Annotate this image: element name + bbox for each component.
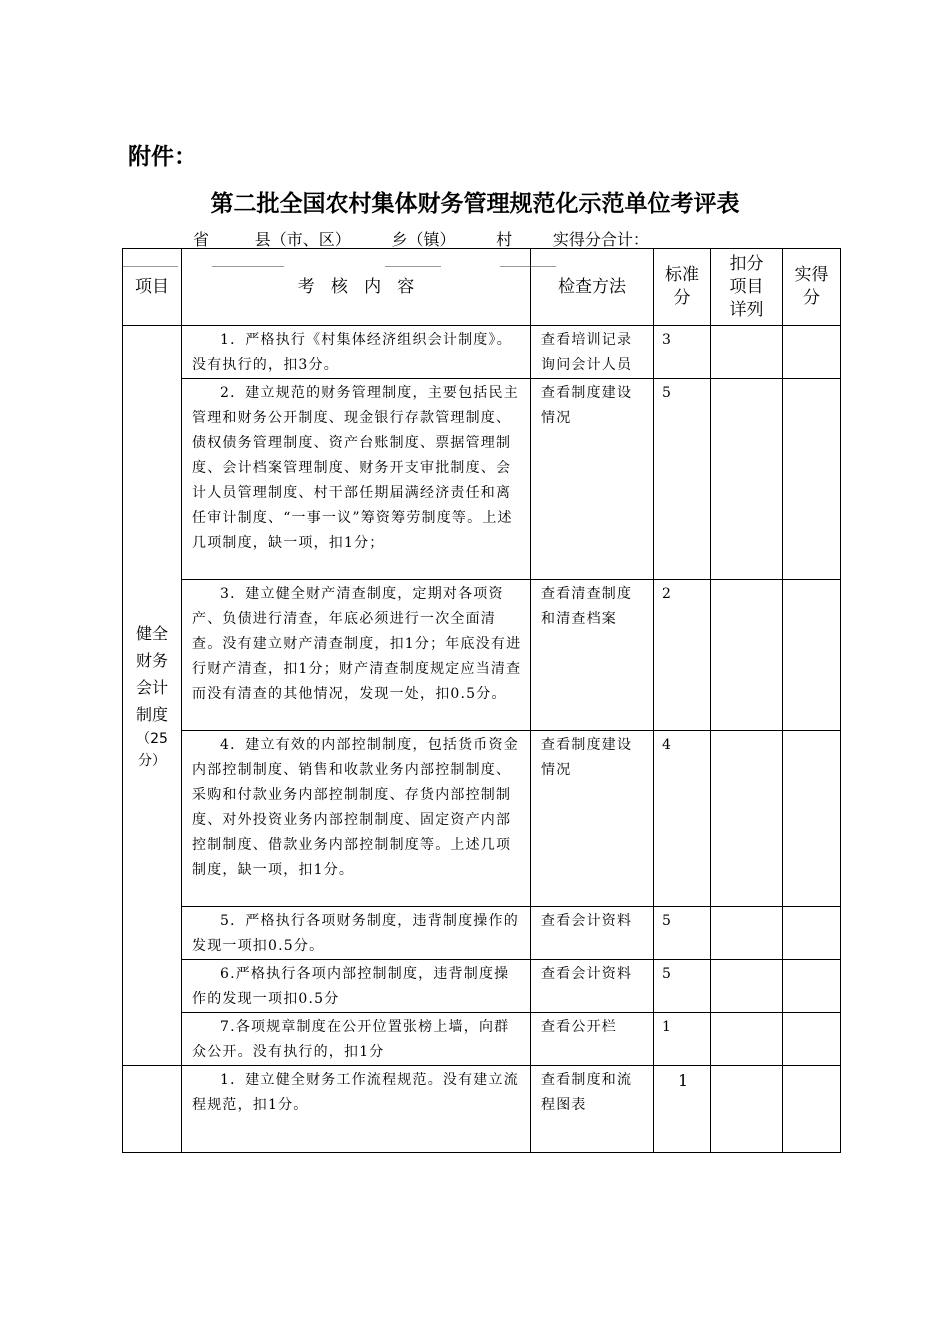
deduction-cell xyxy=(711,960,783,1013)
standard-score-cell: 4 xyxy=(654,731,711,907)
content-text: 3．建立健全财产清查制度，定期对各项资产、负债进行清查，年底必须进行一次全面清查。没有建立财产清查制度，扣1分；年底没有进行财产清查，扣1分；财产清查制度规定应当清查而没有清查的其他情况，发现一处，扣0.5分。 xyxy=(192,586,522,702)
deduction-cell xyxy=(711,326,783,379)
table-row xyxy=(123,907,841,960)
deduction-cell xyxy=(711,1066,783,1153)
standard-score-cell: 2 xyxy=(654,580,711,731)
table-row xyxy=(123,1013,841,1066)
header-standard-score-label: 标准分 xyxy=(665,265,699,308)
actual-score-cell xyxy=(783,907,841,960)
header-item: 项目 xyxy=(123,249,182,326)
table-row xyxy=(123,1066,841,1153)
content-cell xyxy=(182,1013,531,1066)
content-text: 2．建立规范的财务管理制度，主要包括民主管理和财务公开制度、现金银行存款管理制度、债权债务管理制度、资产台账制度、票据管理制度、会计档案管理制度、财务开支审批制度、会计人员管理制度、村干部任期届满经济责任和离任审计制度、“一事一议”筹资筹劳制度等。上述几项制度，缺一项，扣1分； xyxy=(192,385,519,551)
content-text: 1．严格执行《村集体经济组织会计制度》。没有执行的，扣3分。 xyxy=(192,332,512,373)
standard-score-cell: 1 xyxy=(654,1013,711,1066)
content-text: 4．建立有效的内部控制制度，包括货币资金内部控制制度、销售和收款业务内部控制制度、采购和付款业务内部控制制度、存货内部控制制度、对外投资业务内部控制制度、固定资产内部控制制度、借款业务内部控制制度等。上述几项制度，缺一项，扣1分。 xyxy=(192,737,519,878)
evaluation-table xyxy=(122,248,841,1153)
category-name: 健全财务会计制度 xyxy=(135,623,168,724)
location-score-line: 省 县（市、区） 乡（镇） 村 实得分合计： xyxy=(193,230,649,249)
table-row xyxy=(123,379,841,580)
content-cell xyxy=(182,379,531,580)
actual-score-cell xyxy=(783,1013,841,1066)
method-cell: 查看会计资料 xyxy=(531,960,654,1013)
standard-score-cell: 5 xyxy=(654,960,711,1013)
header-actual-score xyxy=(783,249,841,326)
method-cell: 查看制度建设情况 xyxy=(531,379,654,580)
deduction-cell xyxy=(711,379,783,580)
method-cell: 查看制度和流程图表 xyxy=(531,1066,654,1153)
actual-score-cell xyxy=(783,580,841,731)
content-cell xyxy=(182,960,531,1013)
content-text: 1．建立健全财务工作流程规范。没有建立流程规范，扣1分。 xyxy=(192,1072,519,1113)
content-text: 7.各项规章制度在公开位置张榜上墙，向群众公开。没有执行的，扣1分 xyxy=(192,1019,510,1060)
content-cell xyxy=(182,1066,531,1153)
method-cell: 查看培训记录询问会计人员 xyxy=(531,326,654,379)
actual-score-cell xyxy=(783,379,841,580)
content-cell xyxy=(182,326,531,379)
standard-score-cell: 3 xyxy=(654,326,711,379)
category-score: （25分） xyxy=(136,730,168,769)
content-text: 5．严格执行各项财务制度，违背制度操作的发现一项扣0.5分。 xyxy=(192,913,519,954)
deduction-cell xyxy=(711,1013,783,1066)
table-row xyxy=(123,960,841,1013)
method-cell: 查看会计资料 xyxy=(531,907,654,960)
method-cell: 查看公开栏 xyxy=(531,1013,654,1066)
header-deduction-details xyxy=(711,249,783,326)
attachment-label: 附件： xyxy=(128,144,197,170)
header-deduction-details-label: 扣分项目详列 xyxy=(729,253,764,320)
actual-score-cell xyxy=(783,1066,841,1153)
deduction-cell xyxy=(711,907,783,960)
table-row xyxy=(123,326,841,379)
content-cell xyxy=(182,907,531,960)
method-cell: 查看制度建设情况 xyxy=(531,731,654,907)
header-actual-score-label: 实得分 xyxy=(794,265,829,308)
table-row xyxy=(123,580,841,731)
page-title: 第二批全国农村集体财务管理规范化示范单位考评表 xyxy=(210,191,740,217)
standard-score-cell: 1 xyxy=(654,1066,711,1153)
content-cell xyxy=(182,731,531,907)
deduction-cell xyxy=(711,731,783,907)
actual-score-cell xyxy=(783,960,841,1013)
content-cell xyxy=(182,580,531,731)
category-cell xyxy=(123,1066,182,1153)
header-standard-score xyxy=(654,249,711,326)
category-cell xyxy=(123,326,182,1066)
table-row xyxy=(123,731,841,907)
standard-score-cell: 5 xyxy=(654,907,711,960)
content-text: 6.严格执行各项内部控制制度，违背制度操作的发现一项扣0.5分 xyxy=(192,966,510,1007)
method-cell: 查看清查制度和清查档案 xyxy=(531,580,654,731)
deduction-cell xyxy=(711,580,783,731)
actual-score-cell xyxy=(783,731,841,907)
actual-score-cell xyxy=(783,326,841,379)
header-content: 考 核 内 容 xyxy=(182,249,531,326)
header-method: 检查方法 xyxy=(531,249,654,326)
standard-score-cell: 5 xyxy=(654,379,711,580)
table-header-row xyxy=(123,249,841,326)
